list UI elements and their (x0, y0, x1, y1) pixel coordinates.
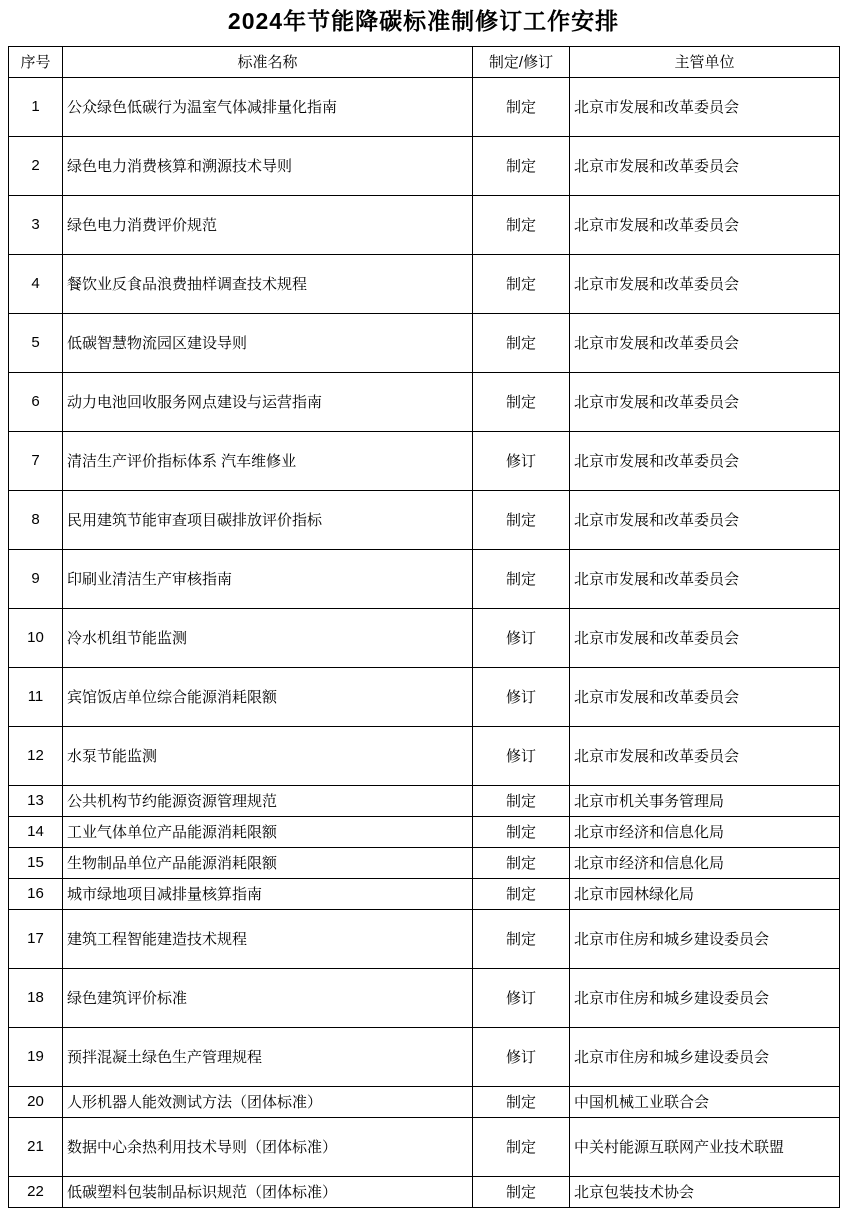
cell-serial-number: 17 (9, 909, 63, 968)
cell-responsible-org: 北京市住房和城乡建设委员会 (570, 909, 840, 968)
cell-work-type: 制定 (473, 77, 570, 136)
cell-work-type: 制定 (473, 878, 570, 909)
cell-work-type: 制定 (473, 785, 570, 816)
table-row (9, 549, 840, 608)
cell-standard-name: 绿色建筑评价标准 (63, 968, 473, 1027)
table-row (9, 968, 840, 1027)
cell-standard-name: 公众绿色低碳行为温室气体减排量化指南 (63, 77, 473, 136)
cell-serial-number: 16 (9, 878, 63, 909)
table-row (9, 816, 840, 847)
cell-serial-number: 14 (9, 816, 63, 847)
table-row (9, 878, 840, 909)
column-header-name: 标准名称 (63, 46, 473, 77)
cell-serial-number: 4 (9, 254, 63, 313)
cell-serial-number: 21 (9, 1117, 63, 1176)
cell-serial-number: 20 (9, 1086, 63, 1117)
cell-serial-number: 8 (9, 490, 63, 549)
table-row (9, 490, 840, 549)
standards-table (8, 46, 840, 1208)
table-row (9, 1086, 840, 1117)
cell-serial-number: 1 (9, 77, 63, 136)
cell-standard-name: 民用建筑节能审查项目碳排放评价指标 (63, 490, 473, 549)
cell-work-type: 修订 (473, 1027, 570, 1086)
table-row (9, 254, 840, 313)
cell-responsible-org: 北京市园林绿化局 (570, 878, 840, 909)
cell-work-type: 制定 (473, 1176, 570, 1207)
cell-work-type: 制定 (473, 372, 570, 431)
cell-responsible-org: 北京市发展和改革委员会 (570, 608, 840, 667)
cell-responsible-org: 北京市住房和城乡建设委员会 (570, 1027, 840, 1086)
cell-serial-number: 3 (9, 195, 63, 254)
table-row (9, 847, 840, 878)
cell-standard-name: 宾馆饭店单位综合能源消耗限额 (63, 667, 473, 726)
cell-responsible-org: 北京市发展和改革委员会 (570, 490, 840, 549)
cell-standard-name: 绿色电力消费核算和溯源技术导则 (63, 136, 473, 195)
cell-work-type: 制定 (473, 549, 570, 608)
cell-standard-name: 绿色电力消费评价规范 (63, 195, 473, 254)
table-row (9, 1117, 840, 1176)
cell-standard-name: 数据中心余热利用技术导则（团体标准） (63, 1117, 473, 1176)
cell-standard-name: 低碳智慧物流园区建设导则 (63, 313, 473, 372)
table-row (9, 608, 840, 667)
table-row (9, 667, 840, 726)
cell-standard-name: 工业气体单位产品能源消耗限额 (63, 816, 473, 847)
page-title: 2024年节能降碳标准制修订工作安排 (227, 8, 620, 34)
cell-work-type: 制定 (473, 136, 570, 195)
cell-work-type: 修订 (473, 608, 570, 667)
cell-work-type: 制定 (473, 490, 570, 549)
cell-standard-name: 公共机构节约能源资源管理规范 (63, 785, 473, 816)
table-body (9, 77, 840, 1207)
column-header-type: 制定/修订 (473, 46, 570, 77)
column-header-no: 序号 (9, 46, 63, 77)
cell-responsible-org: 北京市发展和改革委员会 (570, 195, 840, 254)
cell-standard-name: 餐饮业反食品浪费抽样调查技术规程 (63, 254, 473, 313)
cell-serial-number: 22 (9, 1176, 63, 1207)
cell-work-type: 制定 (473, 195, 570, 254)
cell-work-type: 制定 (473, 909, 570, 968)
cell-responsible-org: 北京市发展和改革委员会 (570, 372, 840, 431)
cell-serial-number: 15 (9, 847, 63, 878)
cell-responsible-org: 北京市发展和改革委员会 (570, 667, 840, 726)
table-row (9, 195, 840, 254)
cell-responsible-org: 北京市发展和改革委员会 (570, 254, 840, 313)
cell-responsible-org: 北京市发展和改革委员会 (570, 77, 840, 136)
cell-work-type: 修订 (473, 667, 570, 726)
cell-standard-name: 城市绿地项目减排量核算指南 (63, 878, 473, 909)
cell-serial-number: 6 (9, 372, 63, 431)
cell-standard-name: 低碳塑料包装制品标识规范（团体标准） (63, 1176, 473, 1207)
cell-work-type: 修订 (473, 726, 570, 785)
cell-standard-name: 人形机器人能效测试方法（团体标准） (63, 1086, 473, 1117)
cell-work-type: 修订 (473, 968, 570, 1027)
cell-serial-number: 9 (9, 549, 63, 608)
cell-responsible-org: 北京市发展和改革委员会 (570, 549, 840, 608)
cell-standard-name: 印刷业清洁生产审核指南 (63, 549, 473, 608)
cell-serial-number: 7 (9, 431, 63, 490)
cell-responsible-org: 北京市机关事务管理局 (570, 785, 840, 816)
cell-standard-name: 冷水机组节能监测 (63, 608, 473, 667)
cell-responsible-org: 北京市发展和改革委员会 (570, 136, 840, 195)
cell-serial-number: 5 (9, 313, 63, 372)
cell-work-type: 制定 (473, 1086, 570, 1117)
cell-responsible-org: 北京市发展和改革委员会 (570, 431, 840, 490)
cell-responsible-org: 北京市发展和改革委员会 (570, 726, 840, 785)
table-row (9, 77, 840, 136)
cell-serial-number: 10 (9, 608, 63, 667)
table-row (9, 1027, 840, 1086)
cell-serial-number: 13 (9, 785, 63, 816)
cell-standard-name: 清洁生产评价指标体系 汽车维修业 (63, 431, 473, 490)
table-row (9, 1176, 840, 1207)
cell-responsible-org: 北京市住房和城乡建设委员会 (570, 968, 840, 1027)
cell-serial-number: 2 (9, 136, 63, 195)
table-row (9, 909, 840, 968)
cell-standard-name: 建筑工程智能建造技术规程 (63, 909, 473, 968)
cell-responsible-org: 北京市经济和信息化局 (570, 816, 840, 847)
table-row (9, 726, 840, 785)
cell-serial-number: 12 (9, 726, 63, 785)
cell-standard-name: 动力电池回收服务网点建设与运营指南 (63, 372, 473, 431)
cell-serial-number: 11 (9, 667, 63, 726)
cell-work-type: 制定 (473, 816, 570, 847)
cell-responsible-org: 北京包装技术协会 (570, 1176, 840, 1207)
cell-standard-name: 水泵节能监测 (63, 726, 473, 785)
cell-responsible-org: 中关村能源互联网产业技术联盟 (570, 1117, 840, 1176)
table-header-row (9, 46, 840, 77)
cell-work-type: 制定 (473, 254, 570, 313)
cell-serial-number: 18 (9, 968, 63, 1027)
cell-standard-name: 预拌混凝土绿色生产管理规程 (63, 1027, 473, 1086)
cell-responsible-org: 中国机械工业联合会 (570, 1086, 840, 1117)
cell-responsible-org: 北京市发展和改革委员会 (570, 313, 840, 372)
column-header-org: 主管单位 (570, 46, 840, 77)
cell-responsible-org: 北京市经济和信息化局 (570, 847, 840, 878)
cell-work-type: 制定 (473, 847, 570, 878)
table-row (9, 313, 840, 372)
cell-work-type: 修订 (473, 431, 570, 490)
cell-standard-name: 生物制品单位产品能源消耗限额 (63, 847, 473, 878)
table-row (9, 431, 840, 490)
table-row (9, 785, 840, 816)
table-row (9, 136, 840, 195)
cell-work-type: 制定 (473, 1117, 570, 1176)
cell-serial-number: 19 (9, 1027, 63, 1086)
table-row (9, 372, 840, 431)
cell-work-type: 制定 (473, 313, 570, 372)
